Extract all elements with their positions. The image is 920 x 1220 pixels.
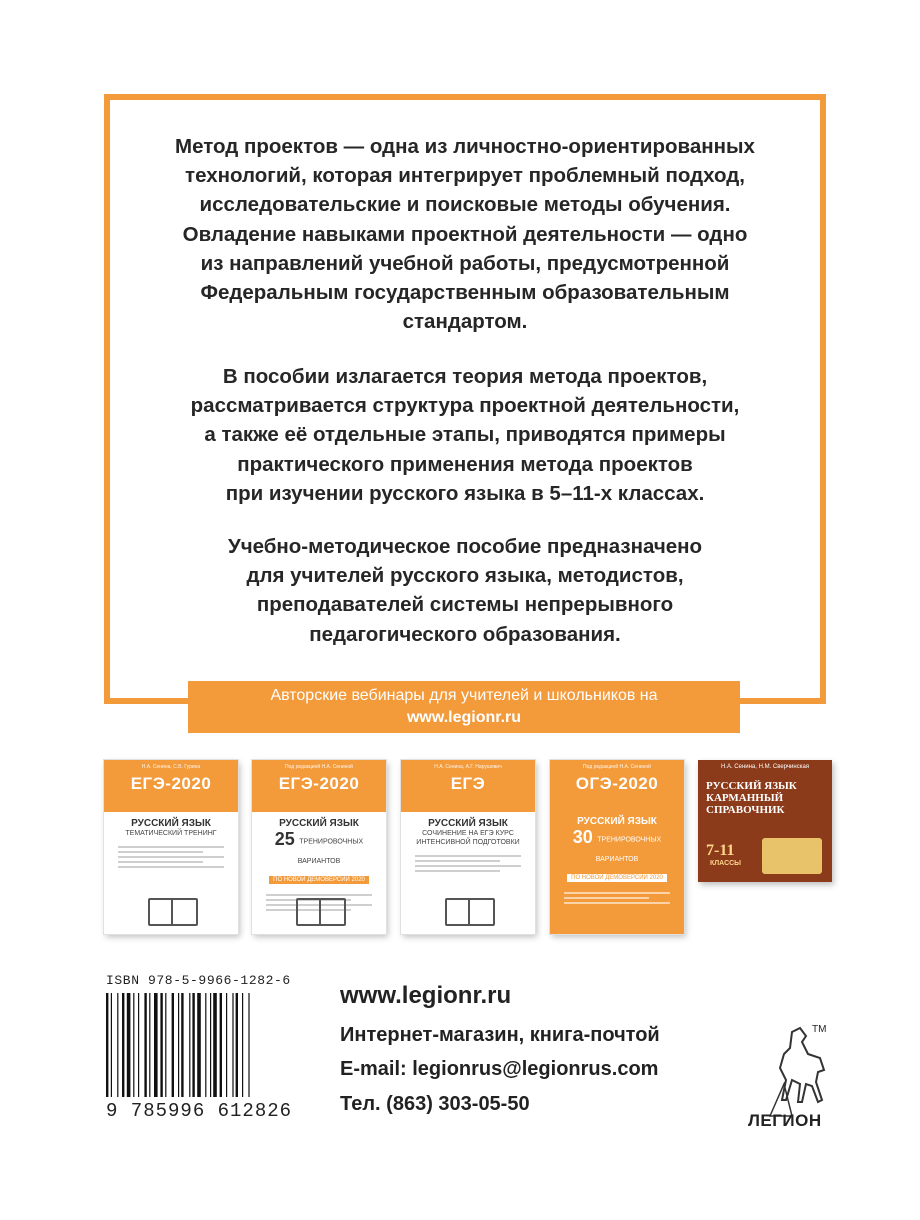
cover-authors: Н.А. Сенина, Н.М. Сверчинская bbox=[720, 764, 810, 770]
text-line: при изучении русского языка в 5–11-х классах. bbox=[225, 481, 705, 505]
text-line: Метод проектов — одна из личностно-ориентированных bbox=[175, 135, 755, 158]
cover-subject: РУССКИЙ ЯЗЫК bbox=[131, 818, 211, 829]
horse-logo-icon bbox=[762, 1024, 832, 1124]
book-cover-1[interactable] bbox=[104, 760, 238, 934]
isbn-text: ISBN 978-5-9966-1282-6 bbox=[106, 973, 291, 988]
webinar-link[interactable]: www.legionr.ru bbox=[406, 709, 522, 726]
cover-header bbox=[104, 760, 238, 812]
phone-text: Тел. (863) 303-05-50 bbox=[340, 1093, 530, 1115]
cover-badge: ПО НОВОЙ ДЕМОВЕРСИИ 2020 bbox=[269, 876, 369, 884]
cover-authors: Под редакцией Н.А. Сениной bbox=[285, 764, 353, 770]
brand-name: ЛЕГИОН bbox=[748, 1111, 822, 1130]
book-icon bbox=[148, 898, 198, 926]
text-line: В пособии излагается теория метода проектов, bbox=[222, 365, 708, 388]
barcode bbox=[104, 993, 302, 1097]
cover-title: РУССКИЙ ЯЗЫК КАРМАННЫЙ СПРАВОЧНИК bbox=[706, 780, 797, 816]
text-line: технологий, которая интегрирует проблемный подход, bbox=[185, 164, 745, 188]
description-paragraph-2 bbox=[110, 362, 820, 508]
text-line: исследовательские и поисковые методы обучения. bbox=[199, 193, 731, 217]
text-line: Федеральным государственным образовательным bbox=[200, 281, 730, 305]
book-icon bbox=[445, 898, 495, 926]
text-line: Овладение навыками проектной деятельности — одно bbox=[182, 222, 748, 246]
book-icon bbox=[296, 898, 346, 926]
cover-title: ЕГЭ bbox=[450, 774, 486, 793]
cover-authors: Под редакцией Н.А. Сениной bbox=[583, 764, 651, 770]
description-paragraph-3 bbox=[110, 532, 820, 649]
cover-title: ЕГЭ-2020 bbox=[130, 774, 212, 793]
book-cover-3[interactable] bbox=[401, 760, 535, 934]
cover-subject: РУССКИЙ ЯЗЫК bbox=[279, 818, 359, 829]
description-frame bbox=[104, 94, 826, 704]
cover-number: 25 bbox=[274, 829, 295, 849]
email-text[interactable]: E-mail: legionrus@legionrus.com bbox=[340, 1058, 659, 1080]
text-line: преподавателей системы непрерывного bbox=[256, 593, 674, 617]
cover-subtitle: ТРЕНИРОВОЧНЫХ ВАРИАНТОВ bbox=[297, 838, 364, 865]
text-line: а также её отдельные этапы, приводятся примеры bbox=[204, 423, 726, 447]
cover-title: ЕГЭ-2020 bbox=[278, 774, 360, 793]
shop-text: Интернет-магазин, книга-почтой bbox=[340, 1024, 660, 1046]
cover-header bbox=[401, 760, 535, 812]
cover-badge: ПО НОВОЙ ДЕМОВЕРСИИ 2020 bbox=[567, 874, 667, 882]
webinar-banner bbox=[188, 681, 740, 733]
cover-number: 30 bbox=[572, 827, 593, 847]
book-cover-2[interactable] bbox=[252, 760, 386, 934]
cover-authors: Н.А. Сенина, А.Г. Нарушевич bbox=[434, 764, 502, 770]
cover-title: ОГЭ-2020 bbox=[575, 774, 659, 793]
cover-subject: РУССКИЙ ЯЗЫК bbox=[428, 818, 508, 829]
text-line: практического применения метода проектов bbox=[237, 452, 693, 476]
website-link[interactable]: www.legionr.ru bbox=[340, 982, 512, 1009]
cover-subtitle: ТЕМАТИЧЕСКИЙ ТРЕНИНГ bbox=[125, 830, 217, 837]
cover-text-lines bbox=[415, 855, 521, 872]
book-cover-5[interactable] bbox=[698, 760, 832, 882]
text-line: Учебно-методическое пособие предназначено bbox=[227, 535, 703, 558]
description-paragraph-1 bbox=[110, 132, 820, 336]
book-cover-4[interactable] bbox=[550, 760, 684, 934]
cover-text-lines bbox=[118, 846, 224, 868]
cover-grades-label: КЛАССЫ bbox=[710, 860, 742, 867]
book-illustration-icon bbox=[762, 838, 822, 874]
cover-authors: Н.А. Сенина, С.В. Гурина bbox=[141, 764, 201, 770]
text-line: рассматривается структура проектной деятельности, bbox=[190, 394, 740, 418]
cover-grades: 7-11 bbox=[706, 842, 735, 859]
cover-subject: РУССКИЙ ЯЗЫК bbox=[577, 816, 657, 827]
text-line: стандартом. bbox=[402, 310, 528, 334]
trademark-symbol: TM bbox=[812, 1024, 827, 1035]
text-line: для учителей русского языка, методистов, bbox=[246, 564, 684, 588]
text-line: педагогического образования. bbox=[309, 622, 621, 646]
webinar-text: Авторские вебинары для учителей и школьников на bbox=[270, 687, 658, 704]
cover-subtitle: ТРЕНИРОВОЧНЫХ ВАРИАНТОВ bbox=[595, 836, 662, 863]
cover-header bbox=[252, 760, 386, 812]
cover-subtitle: СОЧИНЕНИЕ НА ЕГЭ КУРС ИНТЕНСИВНОЙ ПОДГОТОВКИ bbox=[416, 830, 520, 846]
text-line: из направлений учебной работы, предусмотренной bbox=[200, 251, 730, 275]
barcode-digits: 9 785996 612826 bbox=[106, 1100, 293, 1122]
cover-text-lines bbox=[564, 892, 670, 904]
cover-header bbox=[550, 760, 684, 812]
